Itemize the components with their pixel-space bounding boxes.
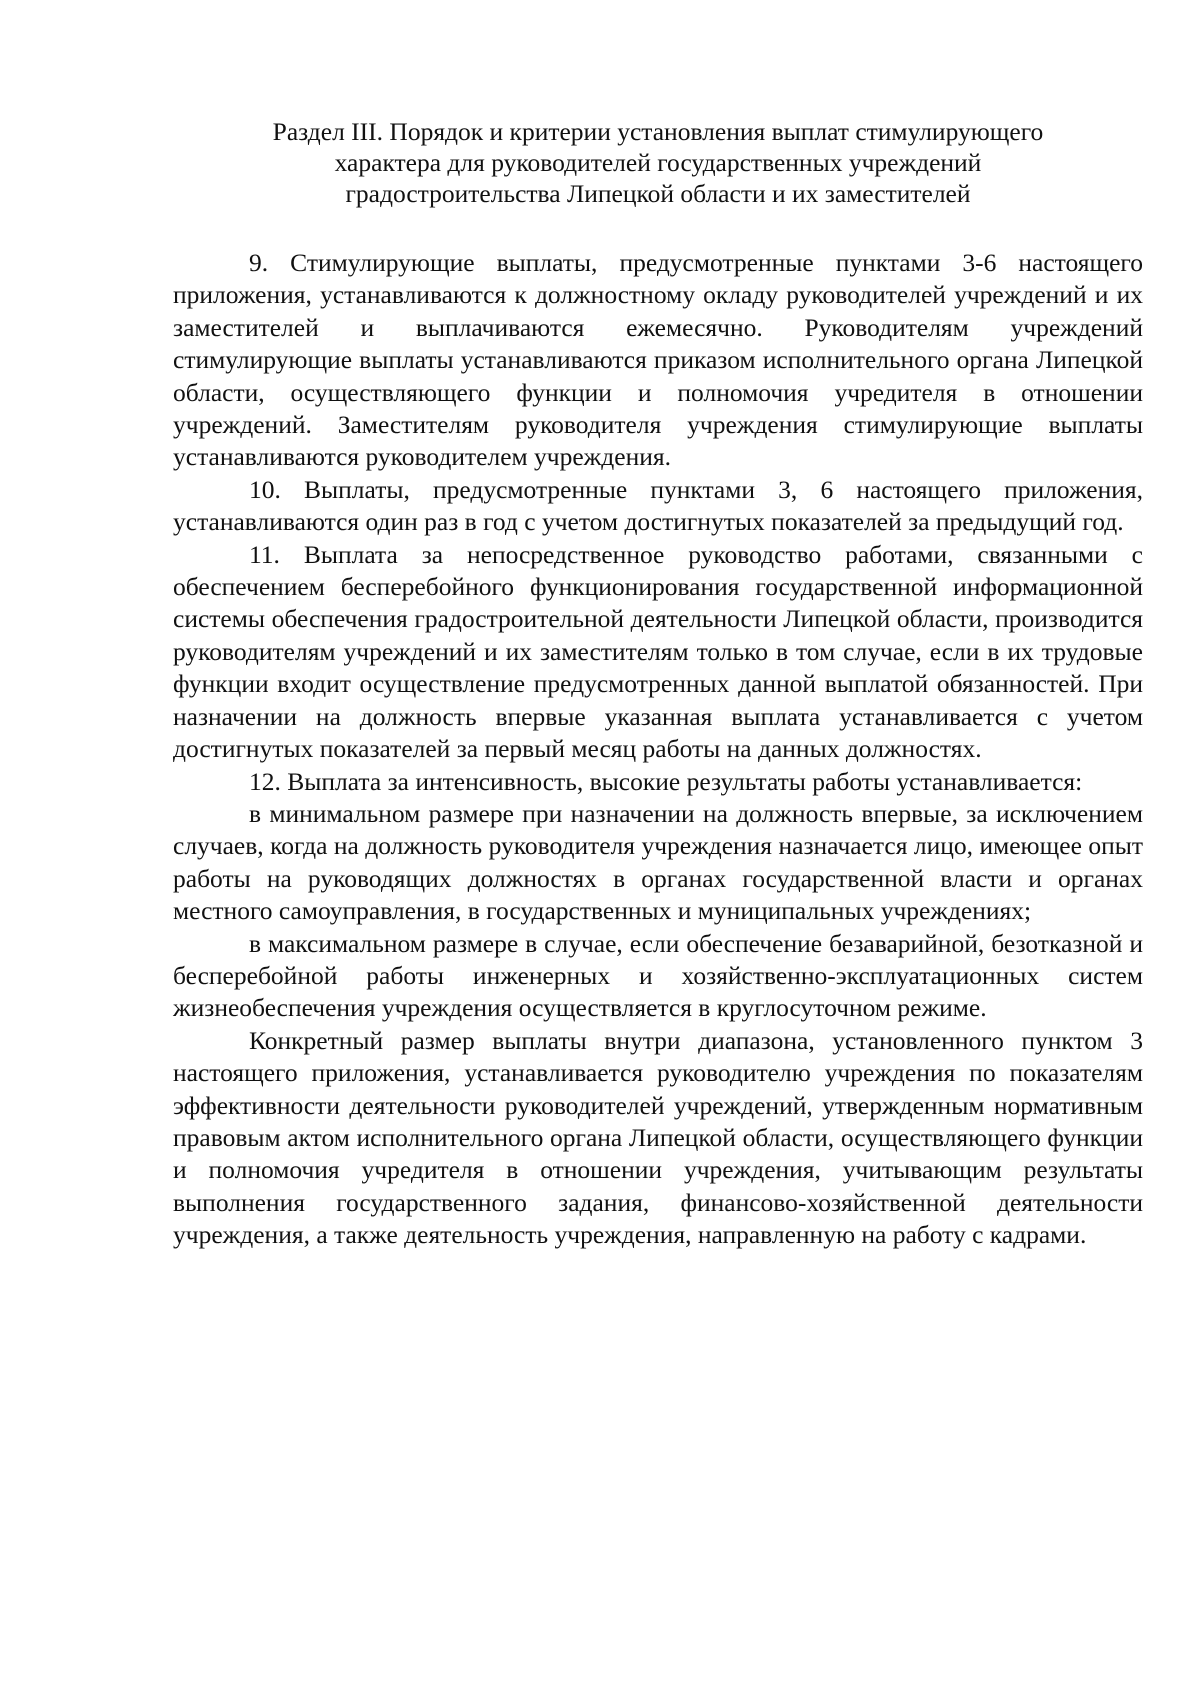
- paragraph-12: 12. Выплата за интенсивность, высокие результаты работы устанавливается:: [249, 766, 1083, 796]
- paragraph-11: 11. Выплата за непосредственное руководство работами, связанными с обеспечением бесперебойного функционирования государственной информационной системы обеспечения градостроительной деятельности Липецкой области, производится руководителям учреждений и их заместителям только в том случае, если в их трудовые функции входит осуществление предусмотренных данной выплатой обязанностей. При назначении на должность впервые указанная выплата устанавливается с учетом достигнутых показателей за первый месяц работы на данных должностях.: [173, 539, 1143, 764]
- paragraph-9: 9. Стимулирующие выплаты, предусмотренные пунктами 3-6 настоящего приложения, устанавливаются к должностному окладу руководителей учреждений и их заместителей и выплачиваются ежемесячно. Руководителям учреждений стимулирующие выплаты устанавливаются приказом исполнительного органа Липецкой области, осуществляющего функции и полномочия учредителя в отношении учреждений. Заместителям руководителя учреждения стимулирующие выплаты устанавливаются руководителем учреждения.: [173, 248, 1143, 472]
- paragraph-10: 10. Выплаты, предусмотренные пунктами 3, 6 настоящего приложения, устанавливаются один раз в год с учетом достигнутых показателей за предыдущий год.: [173, 474, 1143, 537]
- section-title: [173, 116, 1143, 209]
- paragraph-12-minimum: в минимальном размере при назначении на должность впервые, за исключением случаев, когда на должность руководителя учреждения назначается лицо, имеющее опыт работы на руководящих должностях в органах государственной власти и органах местного самоуправления, в государственных и муниципальных учреждениях;: [173, 798, 1143, 926]
- section-title-line-2: характера для руководителей государственных учреждений: [334, 148, 982, 177]
- paragraph-specific-amount: Конкретный размер выплаты внутри диапазона, установленного пунктом 3 настоящего приложения, устанавливается руководителю учреждения по показателям эффективности деятельности руководителей учреждений, утвержденным нормативным правовым актом исполнительного органа Липецкой области, осуществляющего функции и полномочия учредителя в отношении учреждения, учитывающим результаты выполнения государственного задания, финансово-хозяйственной деятельности учреждения, а также деятельность учреждения, направленную на работу с кадрами.: [173, 1025, 1143, 1250]
- section-title-line-1: Раздел III. Порядок и критерии установления выплат стимулирующего: [272, 117, 1044, 146]
- paragraph-12-maximum: в максимальном размере в случае, если обеспечение безаварийной, безотказной и бесперебойной работы инженерных и хозяйственно-эксплуатационных систем жизнеобеспечения учреждения осуществляется в круглосуточном режиме.: [173, 928, 1143, 1023]
- section-title-line-3: градостроительства Липецкой области и их заместителей: [345, 179, 971, 208]
- document-body: [173, 116, 1143, 1252]
